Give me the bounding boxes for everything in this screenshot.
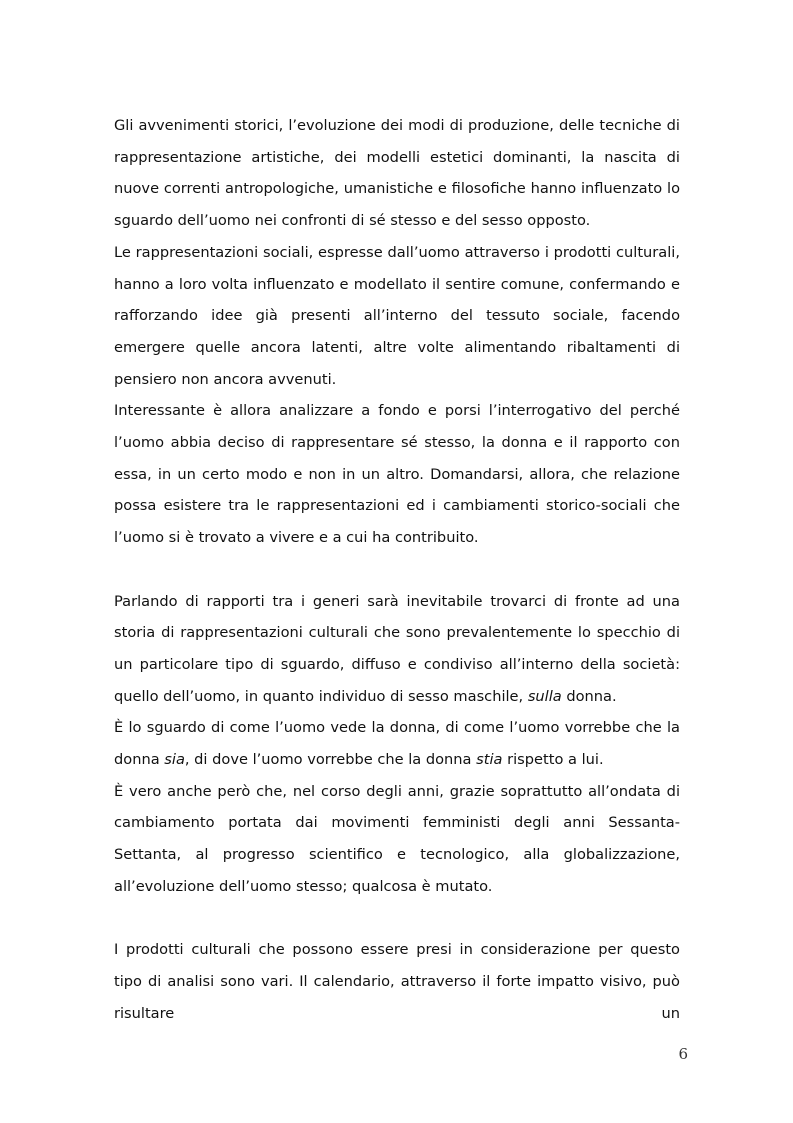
paragraph-1 — [114, 110, 680, 237]
paragraph-5 — [114, 712, 680, 775]
paragraph-1-text: Gli avvenimenti storici, l’evoluzione dei modi di produzione, delle tecniche di rappresentazione artistiche, dei modelli estetici dominanti, la nascita di nuove correnti antropologiche, umanistiche e filosofiche hanno influenzato lo sguardo dell’uomo nei confronti di sé stesso e del sesso opposto. — [114, 117, 680, 230]
paragraph-spacer — [114, 903, 680, 935]
paragraph-spacer — [114, 554, 680, 586]
paragraph-5-text-c: rispetto a lui. — [502, 751, 604, 769]
paragraph-5-italic-sia: sia — [164, 751, 185, 769]
paragraph-6 — [114, 776, 680, 903]
body-text — [114, 110, 680, 1029]
paragraph-2 — [114, 237, 680, 396]
paragraph-3 — [114, 395, 680, 554]
paragraph-7-text: I prodotti culturali che possono essere presi in considerazione per questo tipo di analisi sono vari. Il calendario, attraverso il forte impatto visivo, può risultare un — [114, 941, 680, 1022]
paragraph-7 — [114, 934, 680, 1029]
paragraph-2-text: Le rappresentazioni sociali, espresse dall’uomo attraverso i prodotti culturali, hanno a loro volta influenzato e modellato il sentire comune, confermando e rafforzando idee già presenti all’interno del tessuto sociale, facendo emergere quelle ancora latenti, altre volte alimentando ribaltamenti di pensiero non ancora avvenuti. — [114, 243, 680, 388]
paragraph-5-text-b: , di dove l’uomo vorrebbe che la donna — [184, 751, 477, 769]
page-number: 6 — [678, 1045, 688, 1063]
paragraph-3-text: Interessante è allora analizzare a fondo e porsi l’interrogativo del perché l’uomo abbia deciso di rappresentare sé stesso, la donna e il rapporto con essa, in un certo modo e non in un altro. Domandarsi, allora, che relazione possa esistere tra le rappresentazioni ed i cambiamenti storico-sociali che l’uomo si è trovato a vivere e a cui ha contribuito. — [114, 402, 680, 547]
paragraph-6-text: È vero anche però che, nel corso degli anni, grazie soprattutto all’ondata di cambiamento portata dai movimenti femministi degli anni Sessanta-Settanta, al progresso scientifico e tecnologico, alla globalizzazione, all’evoluzione dell’uomo stesso; qualcosa è mutato. — [114, 782, 680, 895]
paragraph-5-text-a: È lo sguardo di come l’uomo vede la donna, di come l’uomo vorrebbe che la donna — [114, 719, 680, 769]
paragraph-5-italic-stia: stia — [476, 751, 503, 769]
paragraph-4-italic-sulla: sulla — [527, 687, 562, 705]
paragraph-4 — [114, 586, 680, 713]
paragraph-4-text-a: Parlando di rapporti tra i generi sarà inevitabile trovarci di fronte ad una storia di rappresentazioni culturali che sono prevalentemente lo specchio di un particolare tipo di sguardo, diffuso e condiviso all’interno della società: quello dell’uomo, in quanto individuo di sesso maschile, — [114, 592, 680, 705]
paragraph-4-text-b: donna. — [561, 687, 617, 705]
